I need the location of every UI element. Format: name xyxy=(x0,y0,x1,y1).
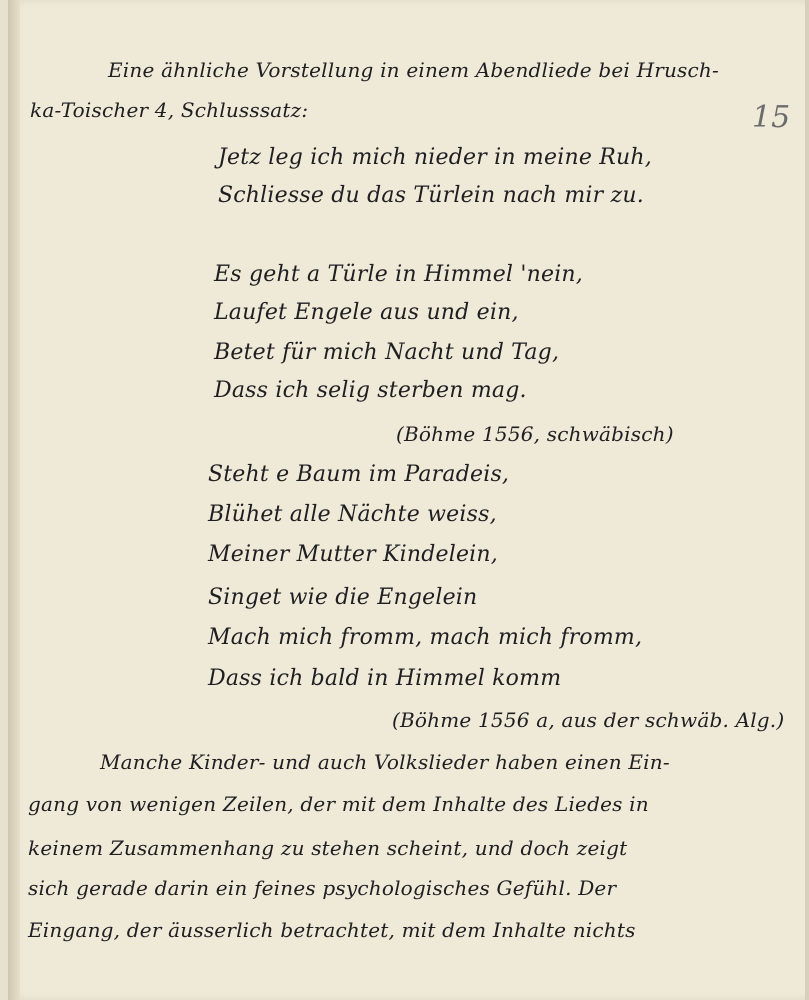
verse-line-8: Blühet alle Nächte weiss, xyxy=(208,502,497,527)
verse-line-4: Laufet Engele aus und ein, xyxy=(214,300,519,325)
verse-line-6: Dass ich selig sterben mag. xyxy=(214,378,527,403)
citation-2: (Böhme 1556 a, aus der schwäb. Alg.) xyxy=(392,708,785,732)
verse-line-1: Jetz leg ich mich nieder in meine Ruh, xyxy=(218,145,652,170)
manuscript-page xyxy=(8,0,809,1000)
citation-1: (Böhme 1556, schwäbisch) xyxy=(396,422,674,446)
page-edge xyxy=(805,0,809,1000)
text-line-7: Eingang, der äusserlich betrachtet, mit dem Inhalte nichts xyxy=(28,918,636,942)
verse-line-7: Steht e Baum im Paradeis, xyxy=(208,462,510,487)
verse-line-12: Dass ich bald in Himmel komm xyxy=(208,666,562,691)
verse-line-10: Singet wie die Engelein xyxy=(208,585,478,610)
verse-line-9: Meiner Mutter Kindelein, xyxy=(208,542,498,567)
binding-shadow xyxy=(8,0,20,1000)
page-number: 15 xyxy=(752,100,791,135)
text-line-1: Eine ähnliche Vorstellung in einem Abendliede bei Hrusch- xyxy=(108,58,719,82)
text-line-4: gang von wenigen Zeilen, der mit dem Inhalte des Liedes in xyxy=(28,792,649,816)
verse-line-11: Mach mich fromm, mach mich fromm, xyxy=(208,625,643,650)
text-line-3: Manche Kinder- und auch Volkslieder haben einen Ein- xyxy=(100,750,670,774)
verse-line-2: Schliesse du das Türlein nach mir zu. xyxy=(218,183,644,208)
verse-line-3: Es geht a Türle in Himmel 'nein, xyxy=(214,262,583,287)
text-line-6: sich gerade darin ein feines psychologisches Gefühl. Der xyxy=(28,876,617,900)
text-line-2: ka-Toischer 4, Schlusssatz: xyxy=(30,98,309,122)
text-line-5: keinem Zusammenhang zu stehen scheint, und doch zeigt xyxy=(28,836,628,860)
verse-line-5: Betet für mich Nacht und Tag, xyxy=(214,340,560,365)
